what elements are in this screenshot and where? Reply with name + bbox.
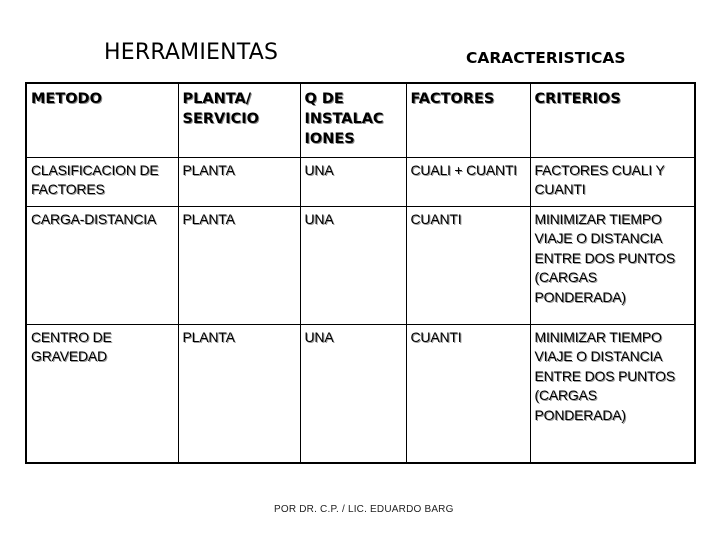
header-cell-q-instalaciones: Q DE INSTALAC IONES bbox=[300, 83, 406, 157]
methods-table bbox=[25, 82, 696, 464]
cell-criterios: MINIMIZAR TIEMPO VIAJE O DISTANCIA ENTRE DOS PUNTOS (CARGAS PONDERADA) bbox=[530, 324, 695, 463]
slide-title-caracteristicas: CARACTERISTICAS bbox=[466, 49, 626, 67]
cell-factores: CUALI + CUANTI bbox=[406, 157, 530, 206]
header-cell-factores: FACTORES bbox=[406, 83, 530, 157]
cell-metodo: CARGA-DISTANCIA bbox=[26, 206, 178, 324]
table-row bbox=[26, 324, 695, 463]
cell-factores: CUANTI bbox=[406, 206, 530, 324]
cell-q-instalaciones: UNA bbox=[300, 324, 406, 463]
cell-planta-servicio: PLANTA bbox=[178, 206, 300, 324]
table-row bbox=[26, 157, 695, 206]
cell-q-instalaciones: UNA bbox=[300, 157, 406, 206]
cell-criterios: FACTORES CUALI Y CUANTI bbox=[530, 157, 695, 206]
footer-author-credit: POR DR. C.P. / LIC. EDUARDO BARG bbox=[274, 504, 454, 515]
cell-metodo: CENTRO DE GRAVEDAD bbox=[26, 324, 178, 463]
cell-planta-servicio: PLANTA bbox=[178, 157, 300, 206]
header-cell-metodo: METODO bbox=[26, 83, 178, 157]
header-cell-criterios: CRITERIOS bbox=[530, 83, 695, 157]
cell-planta-servicio: PLANTA bbox=[178, 324, 300, 463]
header-cell-planta-servicio: PLANTA/ SERVICIO bbox=[178, 83, 300, 157]
cell-metodo: CLASIFICACION DE FACTORES bbox=[26, 157, 178, 206]
cell-criterios: MINIMIZAR TIEMPO VIAJE O DISTANCIA ENTRE DOS PUNTOS (CARGAS PONDERADA) bbox=[530, 206, 695, 324]
table-header-row bbox=[26, 83, 695, 157]
slide-title-herramientas: HERRAMIENTAS bbox=[104, 40, 279, 65]
table-row bbox=[26, 206, 695, 324]
cell-q-instalaciones: UNA bbox=[300, 206, 406, 324]
cell-factores: CUANTI bbox=[406, 324, 530, 463]
